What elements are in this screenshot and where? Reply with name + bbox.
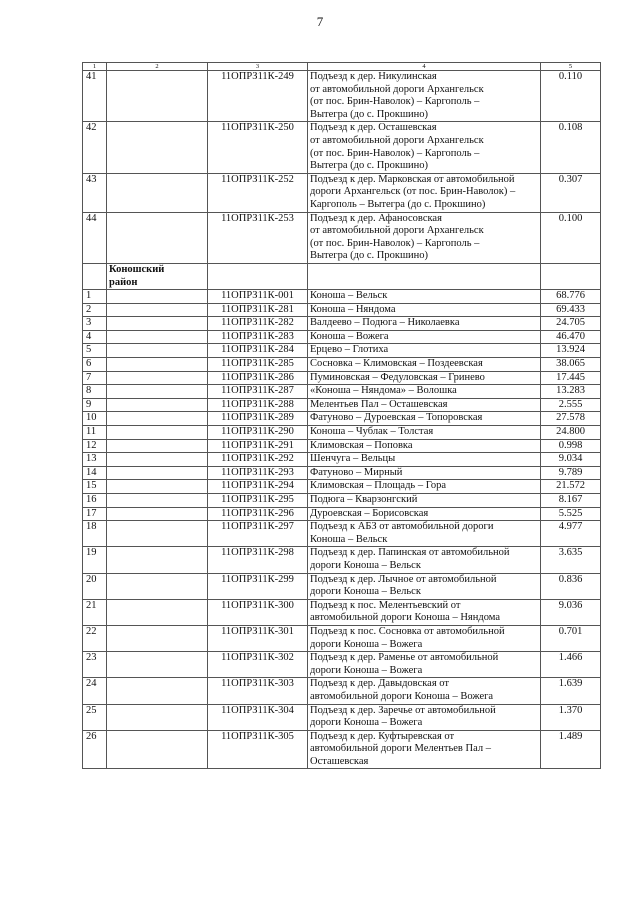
table-row (83, 412, 601, 426)
road-code-cell: 11ОПРЗ11К-286 (208, 371, 308, 385)
row-blank-cell (107, 290, 208, 304)
road-code-cell: 11ОПРЗ11К-303 (208, 678, 308, 704)
road-code-cell: 11ОПРЗ11К-287 (208, 385, 308, 399)
row-blank-cell (107, 330, 208, 344)
row-blank-cell (107, 173, 208, 212)
road-code-cell: 11ОПРЗ11К-301 (208, 625, 308, 651)
road-length-cell: 4.977 (541, 521, 601, 547)
table-row (83, 385, 601, 399)
column-number: 2 (107, 63, 208, 71)
road-code-cell: 11ОПРЗ11К-283 (208, 330, 308, 344)
road-code-cell: 11ОПРЗ11К-299 (208, 573, 308, 599)
road-length-cell: 24.705 (541, 317, 601, 331)
row-blank-cell (107, 494, 208, 508)
row-blank-cell (107, 625, 208, 651)
table-row (83, 439, 601, 453)
road-length-cell: 0.110 (541, 71, 601, 122)
district-cell-empty (308, 263, 541, 289)
road-name-cell: «Коноша – Няндома» – Волошка (308, 385, 541, 399)
road-name-cell: Подъезд к дер. Заречье от автомобильной дороги Коноша – Вожега (308, 704, 541, 730)
road-name-cell: Климовская – Поповка (308, 439, 541, 453)
table-row (83, 317, 601, 331)
row-number-cell: 42 (83, 122, 107, 173)
road-code-cell: 11ОПРЗ11К-285 (208, 358, 308, 372)
road-name-cell: Подъезд к дер. Давыдовская от автомобильной дороги Коноша – Вожега (308, 678, 541, 704)
district-cell-empty (83, 263, 107, 289)
road-length-cell: 17.445 (541, 371, 601, 385)
district-section (83, 263, 601, 289)
row-number-cell: 18 (83, 521, 107, 547)
row-blank-cell (107, 71, 208, 122)
road-length-cell: 3.635 (541, 547, 601, 573)
road-length-cell: 27.578 (541, 412, 601, 426)
row-blank-cell (107, 426, 208, 440)
row-blank-cell (107, 453, 208, 467)
row-blank-cell (107, 678, 208, 704)
table-row (83, 466, 601, 480)
row-number-cell: 12 (83, 439, 107, 453)
table-row (83, 71, 601, 122)
road-length-cell: 8.167 (541, 494, 601, 508)
row-blank-cell (107, 599, 208, 625)
row-number-cell: 10 (83, 412, 107, 426)
road-name-cell: Подюга – Кварзонгский (308, 494, 541, 508)
road-name-cell: Мелентьев Пал – Осташевская (308, 398, 541, 412)
road-code-cell: 11ОПРЗ11К-249 (208, 71, 308, 122)
row-number-cell: 15 (83, 480, 107, 494)
road-name-cell: Пуминовская – Федуловская – Гринево (308, 371, 541, 385)
row-number-cell: 3 (83, 317, 107, 331)
road-code-cell: 11ОПРЗ11К-292 (208, 453, 308, 467)
table-row (83, 358, 601, 372)
road-name-cell: Подъезд к пос. Сосновка от автомобильной дороги Коноша – Вожега (308, 625, 541, 651)
road-name-cell: Коноша – Вельск (308, 290, 541, 304)
road-length-cell: 13.924 (541, 344, 601, 358)
road-length-cell: 13.283 (541, 385, 601, 399)
district-cell-empty (208, 263, 308, 289)
road-code-cell: 11ОПРЗ11К-252 (208, 173, 308, 212)
column-number: 3 (208, 63, 308, 71)
row-number-cell: 24 (83, 678, 107, 704)
road-code-cell: 11ОПРЗ11К-295 (208, 494, 308, 508)
road-code-cell: 11ОПРЗ11К-281 (208, 303, 308, 317)
column-number: 1 (83, 63, 107, 71)
road-name-cell: Фатуново – Дуроевская – Топоровская (308, 412, 541, 426)
road-name-cell: Сосновка – Климовская – Поздеевская (308, 358, 541, 372)
row-number-cell: 23 (83, 652, 107, 678)
road-code-cell: 11ОПРЗ11К-290 (208, 426, 308, 440)
road-code-cell: 11ОПРЗ11К-293 (208, 466, 308, 480)
road-name-cell: Подъезд к дер. Папинская от автомобильной дороги Коноша – Вельск (308, 547, 541, 573)
road-code-cell: 11ОПРЗ11К-001 (208, 290, 308, 304)
row-number-cell: 9 (83, 398, 107, 412)
table-row (83, 547, 601, 573)
row-blank-cell (107, 385, 208, 399)
row-blank-cell (107, 730, 208, 769)
row-blank-cell (107, 439, 208, 453)
row-blank-cell (107, 398, 208, 412)
row-blank-cell (107, 480, 208, 494)
row-blank-cell (107, 344, 208, 358)
road-length-cell: 9.789 (541, 466, 601, 480)
road-length-cell: 1.639 (541, 678, 601, 704)
road-length-cell: 9.036 (541, 599, 601, 625)
road-length-cell: 0.108 (541, 122, 601, 173)
road-length-cell: 21.572 (541, 480, 601, 494)
row-number-cell: 4 (83, 330, 107, 344)
row-blank-cell (107, 521, 208, 547)
row-blank-cell (107, 358, 208, 372)
table-row (83, 573, 601, 599)
road-name-cell: Дуроевская – Борисовская (308, 507, 541, 521)
row-number-cell: 1 (83, 290, 107, 304)
road-code-cell: 11ОПРЗ11К-298 (208, 547, 308, 573)
road-length-cell: 1.489 (541, 730, 601, 769)
road-length-cell: 46.470 (541, 330, 601, 344)
row-number-cell: 43 (83, 173, 107, 212)
row-number-cell: 19 (83, 547, 107, 573)
road-code-cell: 11ОПРЗ11К-284 (208, 344, 308, 358)
road-name-cell: Подъезд к дер. Лычное от автомобильной дороги Коноша – Вельск (308, 573, 541, 599)
road-length-cell: 24.800 (541, 426, 601, 440)
table-body-main (83, 290, 601, 769)
road-length-cell: 1.370 (541, 704, 601, 730)
road-name-cell: Коноша – Чублак – Толстая (308, 426, 541, 440)
row-blank-cell (107, 122, 208, 173)
road-length-cell: 0.701 (541, 625, 601, 651)
column-number: 5 (541, 63, 601, 71)
table-row (83, 212, 601, 263)
road-name-cell: Подъезд к дер. Афаносовская от автомобильной дороги Архангельск (от пос. Брин-Наволок) – Каргополь – Вытегра (до с. Прокшино) (308, 212, 541, 263)
column-number-row (83, 63, 601, 71)
table-row (83, 507, 601, 521)
road-code-cell: 11ОПРЗ11К-282 (208, 317, 308, 331)
table-row (83, 303, 601, 317)
road-code-cell: 11ОПРЗ11К-253 (208, 212, 308, 263)
row-number-cell: 5 (83, 344, 107, 358)
row-number-cell: 41 (83, 71, 107, 122)
road-name-cell: Ерцево – Глотиха (308, 344, 541, 358)
road-code-cell: 11ОПРЗ11К-289 (208, 412, 308, 426)
table-row (83, 330, 601, 344)
district-row (83, 263, 601, 289)
road-code-cell: 11ОПРЗ11К-250 (208, 122, 308, 173)
table-body-top (83, 71, 601, 264)
road-name-cell: Фатуново – Мирный (308, 466, 541, 480)
row-blank-cell (107, 573, 208, 599)
road-length-cell: 69.433 (541, 303, 601, 317)
row-number-cell: 8 (83, 385, 107, 399)
road-code-cell: 11ОПРЗ11К-305 (208, 730, 308, 769)
row-number-cell: 6 (83, 358, 107, 372)
table-row (83, 678, 601, 704)
row-number-cell: 7 (83, 371, 107, 385)
row-blank-cell (107, 507, 208, 521)
road-name-cell: Подъезд к дер. Марковская от автомобильной дороги Архангельск (от пос. Брин-Наволок) – Каргополь – Вытегра (до с. Прокшино) (308, 173, 541, 212)
row-blank-cell (107, 466, 208, 480)
row-number-cell: 22 (83, 625, 107, 651)
row-number-cell: 20 (83, 573, 107, 599)
road-length-cell: 38.065 (541, 358, 601, 372)
table-row (83, 453, 601, 467)
row-number-cell: 11 (83, 426, 107, 440)
road-length-cell: 9.034 (541, 453, 601, 467)
table-row (83, 122, 601, 173)
road-code-cell: 11ОПРЗ11К-288 (208, 398, 308, 412)
road-length-cell: 0.998 (541, 439, 601, 453)
table-row (83, 652, 601, 678)
row-number-cell: 13 (83, 453, 107, 467)
row-number-cell: 2 (83, 303, 107, 317)
row-blank-cell (107, 704, 208, 730)
road-length-cell: 1.466 (541, 652, 601, 678)
road-code-cell: 11ОПРЗ11К-302 (208, 652, 308, 678)
road-name-cell: Подъезд к дер. Раменье от автомобильной дороги Коноша – Вожега (308, 652, 541, 678)
road-length-cell: 2.555 (541, 398, 601, 412)
table-row (83, 625, 601, 651)
row-number-cell: 26 (83, 730, 107, 769)
road-length-cell: 68.776 (541, 290, 601, 304)
road-name-cell: Коноша – Вожега (308, 330, 541, 344)
road-length-cell: 0.307 (541, 173, 601, 212)
table-row (83, 521, 601, 547)
row-number-cell: 16 (83, 494, 107, 508)
road-name-cell: Подъезд к дер. Куфтыревская от автомобильной дороги Мелентьев Пал – Осташевская (308, 730, 541, 769)
row-number-cell: 25 (83, 704, 107, 730)
page-number: 7 (316, 14, 324, 29)
roads-table (82, 62, 601, 769)
row-blank-cell (107, 212, 208, 263)
road-name-cell: Коноша – Няндома (308, 303, 541, 317)
row-number-cell: 14 (83, 466, 107, 480)
row-blank-cell (107, 547, 208, 573)
road-name-cell: Шенчуга – Вельцы (308, 453, 541, 467)
road-code-cell: 11ОПРЗ11К-294 (208, 480, 308, 494)
road-name-cell: Подъезд к дер. Никулинская от автомобильной дороги Архангельск (от пос. Брин-Наволок) – Каргополь – Вытегра (до с. Прокшино) (308, 71, 541, 122)
table-row (83, 730, 601, 769)
row-blank-cell (107, 652, 208, 678)
row-blank-cell (107, 303, 208, 317)
row-blank-cell (107, 371, 208, 385)
table-row (83, 398, 601, 412)
table-row (83, 494, 601, 508)
district-cell-empty (541, 263, 601, 289)
row-number-cell: 44 (83, 212, 107, 263)
district-name: Коношский район (107, 263, 208, 289)
row-number-cell: 17 (83, 507, 107, 521)
road-name-cell: Валдеево – Подюга – Николаевка (308, 317, 541, 331)
road-name-cell: Климовская – Площадь – Гора (308, 480, 541, 494)
row-blank-cell (107, 412, 208, 426)
road-code-cell: 11ОПРЗ11К-300 (208, 599, 308, 625)
table-row (83, 480, 601, 494)
road-length-cell: 0.100 (541, 212, 601, 263)
table-row (83, 599, 601, 625)
column-number: 4 (308, 63, 541, 71)
road-length-cell: 0.836 (541, 573, 601, 599)
table-row (83, 371, 601, 385)
row-number-cell: 21 (83, 599, 107, 625)
road-code-cell: 11ОПРЗ11К-296 (208, 507, 308, 521)
table-row (83, 426, 601, 440)
table-row (83, 704, 601, 730)
row-blank-cell (107, 317, 208, 331)
table-row (83, 173, 601, 212)
table-row (83, 344, 601, 358)
road-code-cell: 11ОПРЗ11К-304 (208, 704, 308, 730)
road-code-cell: 11ОПРЗ11К-291 (208, 439, 308, 453)
road-length-cell: 5.525 (541, 507, 601, 521)
road-code-cell: 11ОПРЗ11К-297 (208, 521, 308, 547)
road-name-cell: Подъезд к дер. Осташевская от автомобильной дороги Архангельск (от пос. Брин-Наволок) – Каргополь – Вытегра (до с. Прокшино) (308, 122, 541, 173)
table-row (83, 290, 601, 304)
road-name-cell: Подъезд к пос. Мелентьевский от автомобильной дороги Коноша – Няндома (308, 599, 541, 625)
road-name-cell: Подъезд к АБЗ от автомобильной дороги Коноша – Вельск (308, 521, 541, 547)
